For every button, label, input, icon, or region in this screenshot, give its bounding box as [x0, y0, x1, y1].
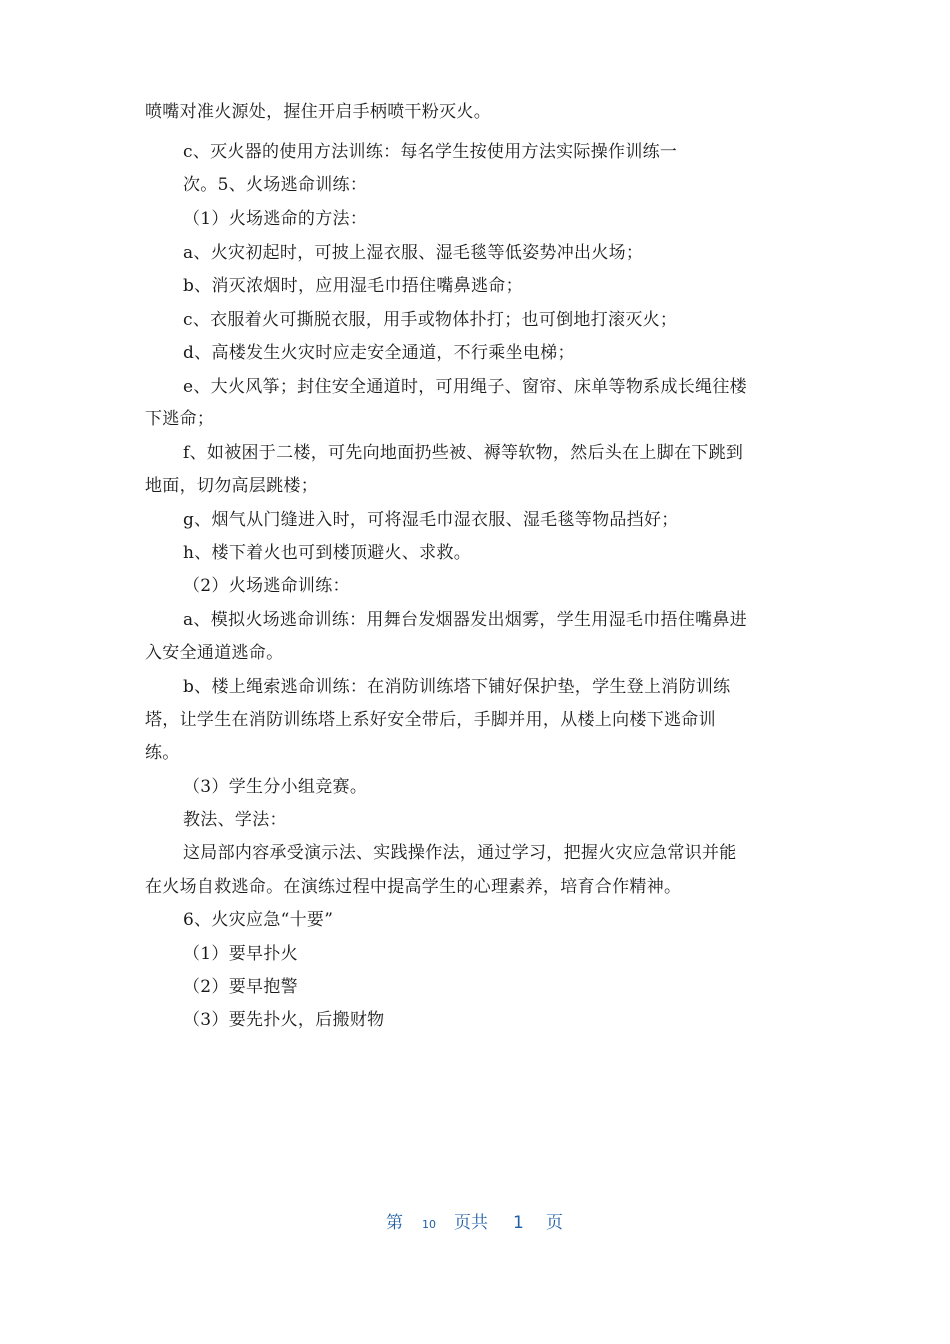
page-footer: [0, 1211, 950, 1235]
text-line: （2）要早抱警: [183, 977, 298, 997]
footer-middle: 页共: [454, 1213, 488, 1233]
footer-total-pages: 1: [513, 1213, 524, 1233]
text-line: a、火灾初起时，可披上湿衣服、湿毛毯等低姿势冲出火场；: [183, 243, 644, 263]
text-line: g、烟气从门缝进入时，可将湿毛巾湿衣服、湿毛毯等物品挡好；: [183, 510, 679, 530]
footer-prefix: 第: [386, 1213, 403, 1233]
text-line: 喷嘴对准火源处，握住开启手柄喷干粉灭火。: [145, 102, 491, 122]
text-line: 地面，切勿高层跳楼；: [145, 476, 318, 496]
text-line: c、灭火器的使用方法训练：每名学生按使用方法实际操作训练一: [183, 142, 678, 162]
text-line: e、大火风筝；封住安全通道时，可用绳子、窗帘、床单等物系成长绳往楼: [183, 377, 747, 397]
text-line: 在火场自救逃命。在演练过程中提高学生的心理素养，培育合作精神。: [145, 877, 682, 897]
text-line: h、楼下着火也可到楼顶避火、求救。: [183, 543, 472, 563]
text-line: 练。: [145, 743, 180, 763]
text-line: 教法、学法：: [183, 810, 287, 830]
text-line: 这局部内容承受演示法、实践操作法，通过学习，把握火灾应急常识并能: [183, 843, 737, 863]
text-line: d、高楼发生火灾时应走安全通道，不行乘坐电梯；: [183, 343, 575, 363]
text-line: （1）火场逃命的方法：: [183, 209, 368, 229]
text-line: （1）要早扑火: [183, 944, 298, 964]
text-line: （2）火场逃命训练：: [183, 576, 350, 596]
text-line: 下逃命；: [145, 409, 215, 429]
text-line: b、楼上绳索逃命训练：在消防训练塔下铺好保护垫，学生登上消防训练: [183, 677, 731, 697]
text-line: f、如被困于二楼，可先向地面扔些被、褥等软物，然后头在上脚在下跳到: [183, 443, 744, 463]
text-line: 次。5、火场逃命训练：: [183, 175, 368, 195]
footer-current-page: 10: [422, 1218, 436, 1231]
text-line: 塔，让学生在消防训练塔上系好安全带后，手脚并用，从楼上向楼下逃命训: [145, 710, 716, 730]
text-line: 6、火灾应急“十要”: [183, 910, 334, 930]
text-line: a、模拟火场逃命训练：用舞台发烟器发出烟雾，学生用湿毛巾捂住嘴鼻进: [183, 610, 748, 630]
text-line: （3）要先扑火，后搬财物: [183, 1010, 385, 1030]
text-line: （3）学生分小组竞赛。: [183, 777, 368, 797]
text-line: c、衣服着火可撕脱衣服，用手或物体扑打；也可倒地打滚灭火；: [183, 310, 678, 330]
footer-suffix: 页: [546, 1213, 563, 1233]
text-line: 入安全通道逃命。: [145, 643, 284, 663]
text-line: b、消灭浓烟时，应用湿毛巾捂住嘴鼻逃命；: [183, 276, 523, 296]
